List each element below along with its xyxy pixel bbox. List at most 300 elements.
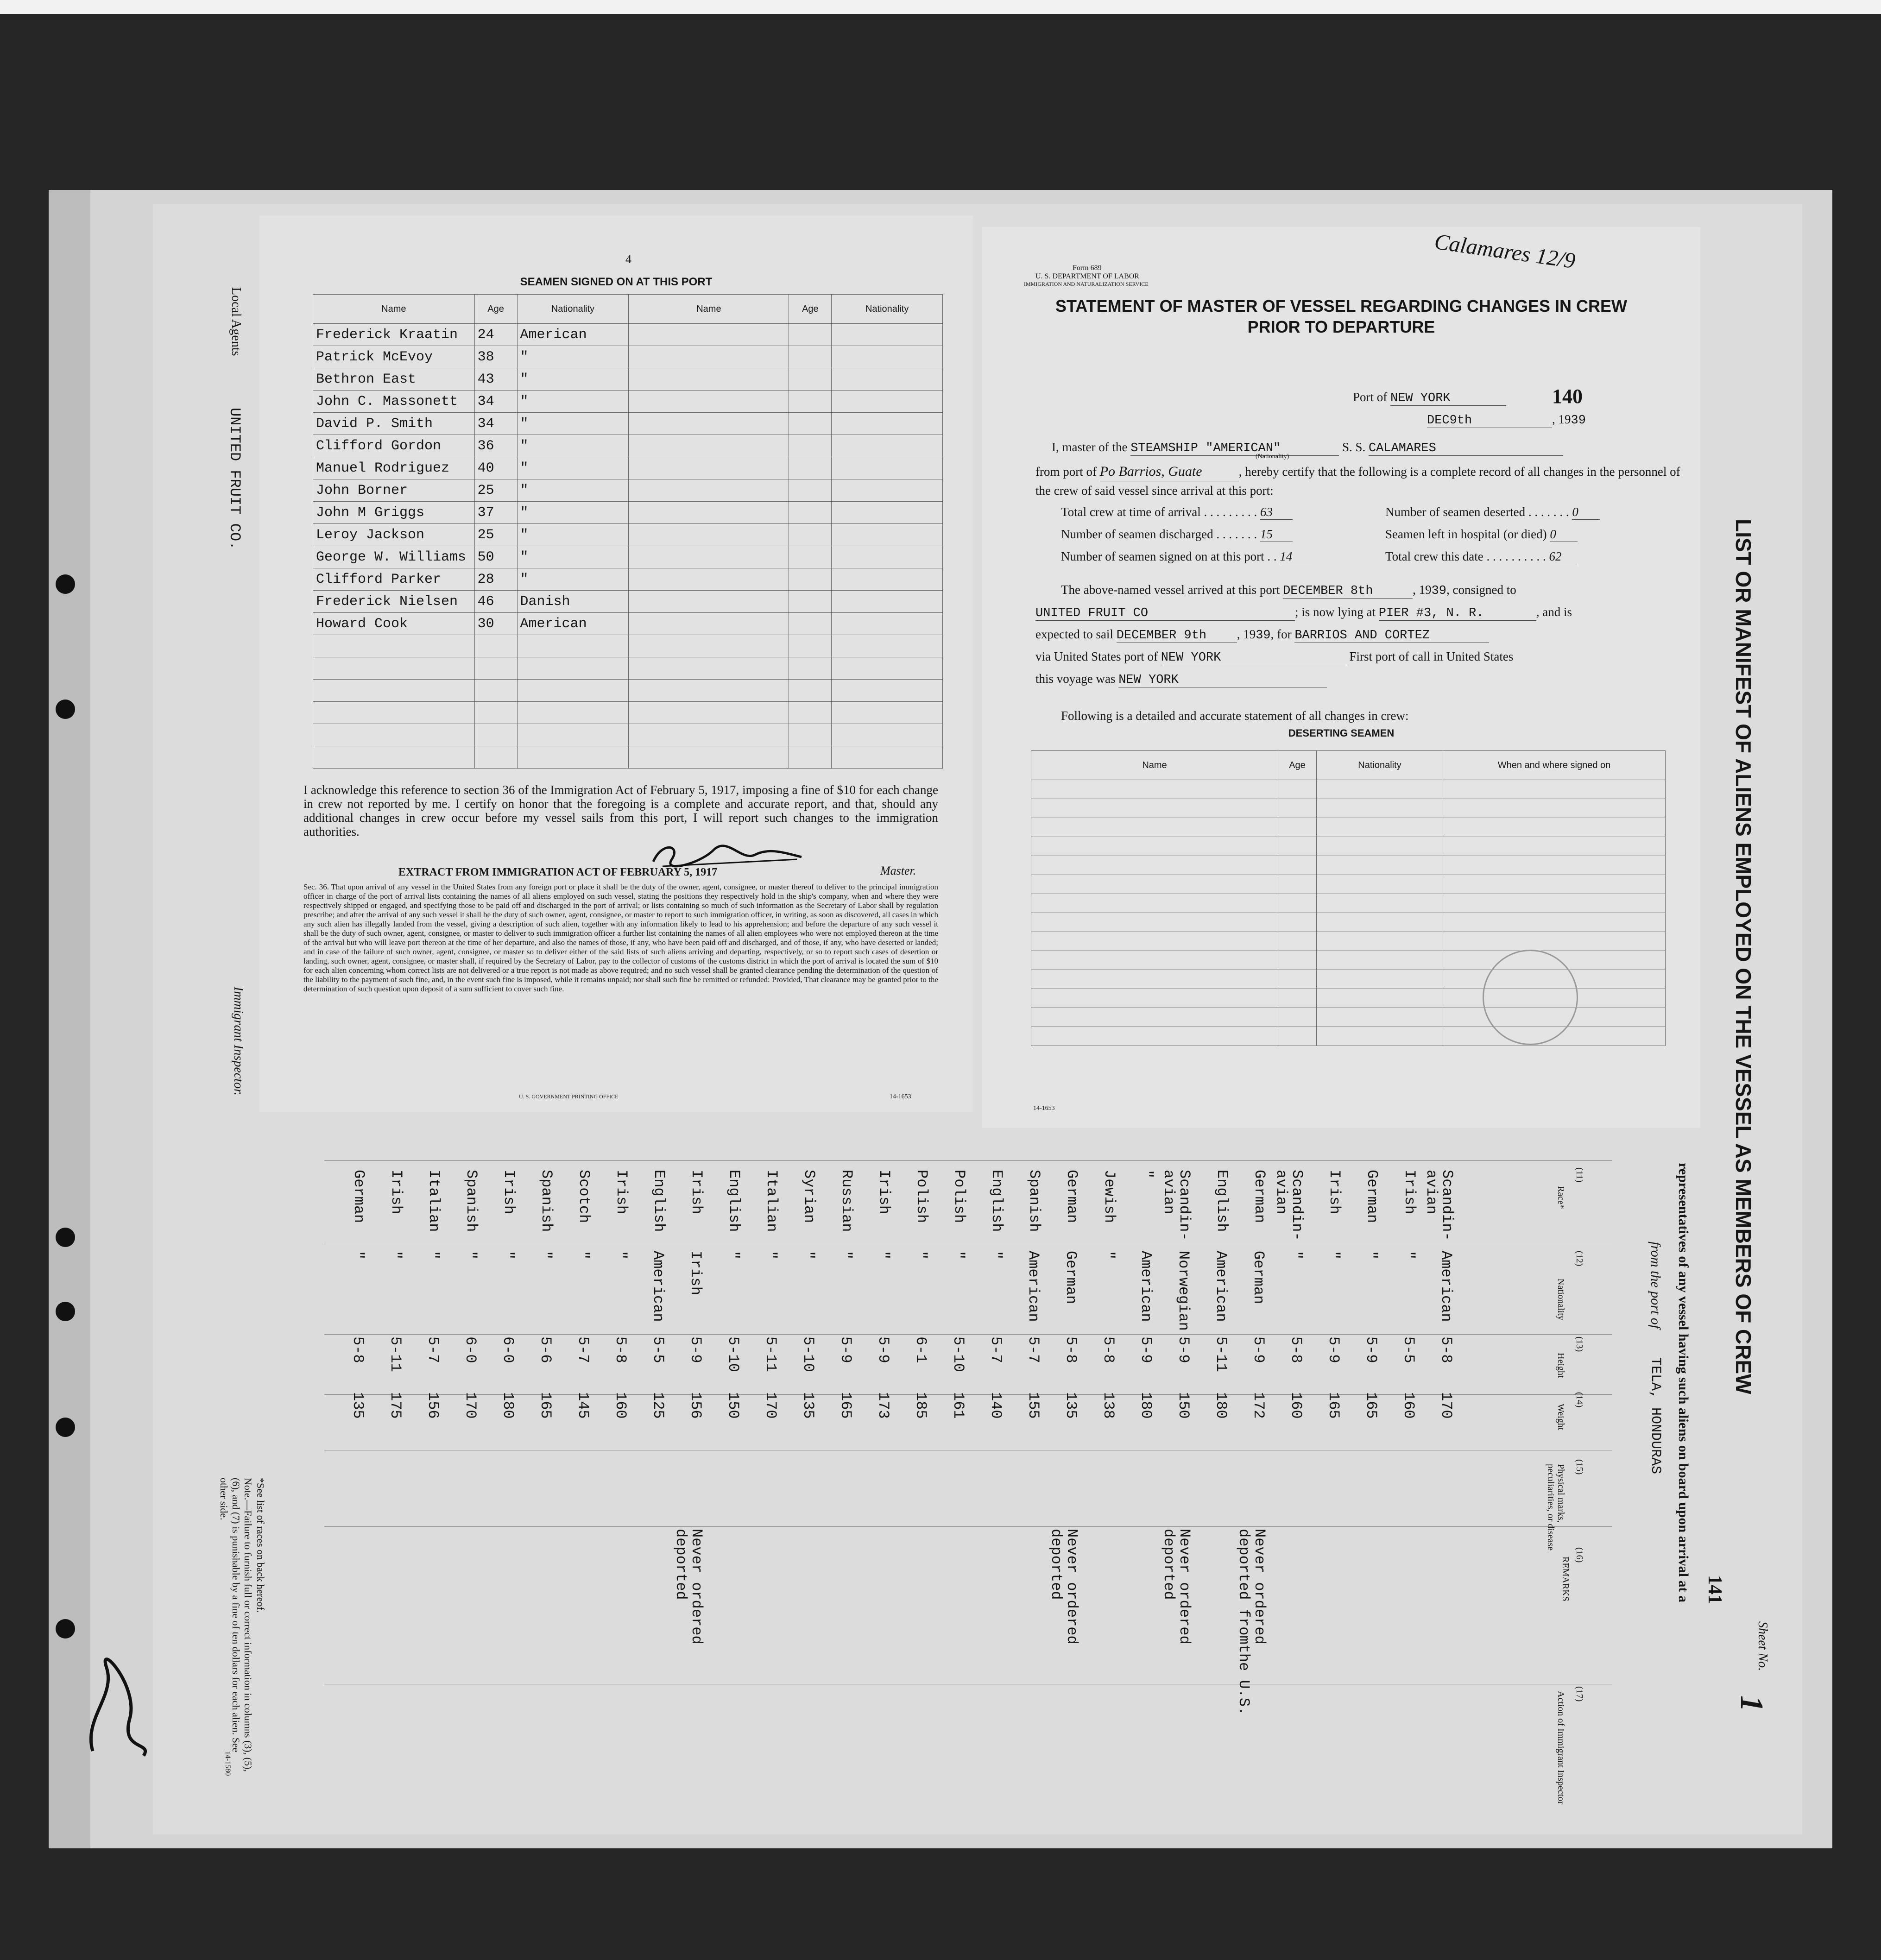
cell-name [313, 702, 475, 724]
master-label: Master. [880, 864, 916, 877]
table-row [1031, 932, 1666, 951]
manifest-cell-h: 5-10 [800, 1336, 817, 1372]
cell-nationality-2 [832, 680, 943, 702]
manifest-cell-w: 156 [687, 1392, 704, 1419]
cell-nationality-2 [832, 568, 943, 591]
arrived-line: The above-named vessel arrived at this port DECEMBER 8th , 1939, consigned to [1061, 583, 1516, 598]
nationality-caption: (Nationality) [1256, 453, 1289, 460]
manifest-cell-nat: " [499, 1251, 517, 1260]
footnote-races: *See list of races on back hereof. [255, 1478, 266, 1613]
total-crew-date-label: Total crew this date [1385, 549, 1483, 563]
manifest-cell-h: 5-9 [687, 1336, 704, 1363]
cell-nationality [517, 702, 629, 724]
cell-name-2 [629, 568, 789, 591]
cell-name [313, 746, 475, 769]
cell-name-2 [629, 591, 789, 613]
cell-nationality-2 [832, 524, 943, 546]
first-call-label: First port of call in United States [1349, 649, 1514, 663]
table-row [1031, 799, 1666, 818]
manifest-cell-race: Irish [388, 1170, 405, 1215]
service: IMMIGRATION AND NATURALIZATION SERVICE [1024, 281, 1149, 287]
table-row [313, 680, 943, 702]
cell-age: 50 [474, 546, 517, 568]
cell-name [1031, 894, 1278, 913]
cell-age [1278, 951, 1317, 970]
sheet-label: Sheet No. [1755, 1621, 1770, 1671]
hospital-line [1385, 527, 1578, 542]
cell-age [1278, 818, 1317, 837]
manifest-cell-w: 138 [1100, 1392, 1117, 1419]
cell-age-2 [789, 368, 832, 391]
manifest-cell-race: English [1213, 1170, 1231, 1232]
manifest-cell-h: 5-9 [1325, 1336, 1342, 1363]
signed-on-table [313, 294, 943, 769]
year-value: 39 [1571, 414, 1586, 428]
manifest-cell-race: Scandin-avian [1273, 1170, 1306, 1241]
cell-nationality-2 [832, 657, 943, 680]
cell-name [1031, 932, 1278, 951]
col-age: Age [1278, 751, 1317, 780]
manifest-cell-w: 172 [1250, 1392, 1267, 1419]
cell-nationality: " [517, 502, 629, 524]
signed-on-line: Number of seamen signed on at this port . . 14 [1061, 549, 1312, 564]
manifest-cell-h: 5-8 [1438, 1336, 1455, 1363]
manifest-cell-race: Spanish [538, 1170, 555, 1232]
cell-age [1278, 932, 1317, 951]
cell-nationality-2 [832, 391, 943, 413]
cell-nationality [517, 724, 629, 746]
manifest-cell-w: 170 [1438, 1392, 1455, 1419]
manifest-cell-race: Scandin-avian [1160, 1170, 1193, 1241]
manifest-cell-nat: Norwegian [1175, 1251, 1192, 1331]
cell-name: John M Griggs [313, 502, 475, 524]
cell-signed-on [1443, 875, 1666, 894]
arrived-year: 39 [1431, 584, 1446, 598]
discharged-value: 15 [1260, 527, 1293, 542]
manifest-cell-h: 5-7 [424, 1336, 442, 1363]
cell-nationality: " [517, 435, 629, 457]
grid-line [324, 1526, 1612, 1527]
cell-age-2 [789, 635, 832, 657]
cell-name-2 [629, 680, 789, 702]
expected-year-prefix: 19 [1243, 627, 1256, 641]
table-row [1031, 1027, 1666, 1046]
table-row [1031, 780, 1666, 799]
table-row [313, 435, 943, 457]
manifest-cell-h: 5-9 [1175, 1336, 1192, 1363]
cell-nationality-2 [832, 457, 943, 479]
cell-name: Clifford Parker [313, 568, 475, 591]
cell-nationality: " [517, 368, 629, 391]
left-binding [49, 190, 90, 1848]
cell-signed-on [1443, 818, 1666, 837]
manifest-cell-race: Irish [1326, 1170, 1343, 1215]
table-row [313, 368, 943, 391]
table-row [313, 413, 943, 435]
cell-age: 30 [474, 613, 517, 635]
cell-age-2 [789, 391, 832, 413]
cell-age-2 [789, 591, 832, 613]
manifest-cell-h: 5-9 [1363, 1336, 1380, 1363]
table-row [313, 457, 943, 479]
manifest-cell-race: English [988, 1170, 1005, 1232]
manifest-column-head: (12) [1574, 1251, 1584, 1267]
cell-nationality: " [517, 457, 629, 479]
crew-arrival-label: Total crew at time of arrival [1061, 505, 1201, 519]
cell-nationality: " [517, 479, 629, 502]
manifest-cell-race: " [1138, 1170, 1155, 1179]
binding-hole [56, 700, 75, 719]
cell-signed-on [1443, 913, 1666, 932]
manifest-cell-h: 6-0 [499, 1336, 517, 1363]
manifest-cell-h: 5-7 [1025, 1336, 1042, 1363]
cell-name: John C. Massonett [313, 391, 475, 413]
cell-name-2 [629, 346, 789, 368]
cell-age: 40 [474, 457, 517, 479]
signed-on-form [259, 215, 973, 1112]
cell-nationality [1317, 780, 1443, 799]
cell-age-2 [789, 680, 832, 702]
cell-name [1031, 970, 1278, 989]
table-row [313, 324, 943, 346]
table-row [1031, 837, 1666, 856]
manifest-cell-nat: " [950, 1251, 967, 1260]
consignee-line [1035, 605, 1572, 621]
acknowledgment-text: I acknowledge this reference to section 36 of the Immigration Act of February 5, 1917, imposing a fine of $10 for each change in crew not reported by me. I certify on honor that the foregoing is a complete and accurate report, and that, should any additional changes in crew occur before my vessel sails from this port, I will report such changes to the immigration authorities. [303, 783, 938, 838]
manifest-cell-race: Irish [688, 1170, 705, 1215]
cell-name [1031, 875, 1278, 894]
stamp-140: 140 [1552, 385, 1583, 408]
port-value: NEW YORK [1390, 391, 1506, 406]
manifest-subtitle: representatives of any vessel having such aliens on board upon arrival at a [1676, 1163, 1691, 1602]
cell-name: Clifford Gordon [313, 435, 475, 457]
master-of-line [1052, 440, 1563, 456]
manifest-cell-w: 180 [1137, 1392, 1155, 1419]
manifest-cell-race: Syrian [801, 1170, 818, 1223]
department: U. S. DEPARTMENT OF LABOR [1035, 272, 1139, 280]
discharged-line: Number of seamen discharged . . . . . . . 15 [1061, 527, 1293, 542]
sheet-value: 1 [1734, 1695, 1769, 1712]
cell-nationality: " [517, 524, 629, 546]
manifest-cell-race: Italian [763, 1170, 780, 1232]
binding-hole [56, 1228, 75, 1247]
manifest-cell-race: German [1363, 1170, 1381, 1223]
manifest-cell-nat: " [800, 1251, 817, 1260]
cell-age [474, 635, 517, 657]
manifest-cell-h: 5-8 [612, 1336, 629, 1363]
manifest-cell-nat: American [1025, 1251, 1042, 1322]
signed-on-label: Number of seamen signed on at this port [1061, 549, 1264, 563]
cell-nationality [1317, 913, 1443, 932]
manifest-cell-nat: American [1137, 1251, 1155, 1322]
table-row [313, 635, 943, 657]
cell-name-2 [629, 546, 789, 568]
manifest-cell-rem: Never ordered deported fromthe U.S. [1235, 1529, 1268, 1716]
extract-title: EXTRACT FROM IMMIGRATION ACT OF FEBRUARY 5, 1917 [398, 866, 718, 878]
manifest-cell-nat: " [1288, 1251, 1305, 1260]
manifest-cell-h: 5-9 [1137, 1336, 1155, 1363]
for-label: , for [1270, 627, 1292, 641]
table-row [1031, 894, 1666, 913]
deserting-header-row [1031, 751, 1666, 780]
grid-line [324, 1394, 1612, 1395]
cell-age [474, 680, 517, 702]
cell-age [1278, 875, 1317, 894]
cell-age: 24 [474, 324, 517, 346]
cell-signed-on [1443, 894, 1666, 913]
manifest-column-head: (13) [1574, 1336, 1584, 1352]
cell-nationality [1317, 951, 1443, 970]
statement-form-code: 14-1653 [1033, 1105, 1055, 1112]
cell-nationality-2 [832, 435, 943, 457]
expected-line: expected to sail DECEMBER 9th , 1939, for BARRIOS AND CORTEZ [1035, 627, 1489, 643]
cell-age-2 [789, 324, 832, 346]
consignee-value: UNITED FRUIT CO [1035, 606, 1295, 621]
deserted-label: Number of seamen deserted [1385, 505, 1526, 519]
cell-nationality [1317, 894, 1443, 913]
manifest-cell-h: 5-9 [837, 1336, 854, 1363]
manifest-cell-race: Irish [1401, 1170, 1418, 1215]
voyage-line [1035, 672, 1327, 687]
ss-label: S. S. [1342, 440, 1366, 454]
manifest-cell-nat: " [537, 1251, 554, 1260]
cell-name-2 [629, 524, 789, 546]
cell-age [1278, 837, 1317, 856]
manifest-cell-w: 150 [1175, 1392, 1192, 1419]
cell-name-2 [629, 746, 789, 769]
manifest-cell-w: 150 [725, 1392, 742, 1419]
extract-text: Sec. 36. That upon arrival of any vessel in the United States from any foreign port or place it shall be the duty of the owner, agent, consignee, or master thereof to deliver to the principal immigration officer in charge of the port of arrival lists containing the names of all aliens employed on such vessel, stating the positions they respectively hold in the ship's company, when and where they were respectively shipped or engaged, and specifying those to be paid off and discharged in the port of arrival; or lists containing so much of such information as the Secretary of Labor shall by regulation prescribe; and after the arrival of any such vessel it shall be the duty of such owner, agent, consignee, or master to report to such immigration officer, in writing, as soon as discovered, all cases in which any such alien has illegally landed from the vessel, giving a description of such alien, together with any information likely to lead to his apprehension; and before the departure of any such vessel it shall be the duty of such owner, agent, consignee, or master to deliver to such immigration officer a further list containing the names of all alien employees who were not employed thereon at the time of the arrival but who will leave port thereon at the time of her departure, and also the names of those, if any, who have been paid off and discharged, and of those, if any, who have deserted or landed; and in case of the failure of such owner, agent, consignee, or master so to deliver either of the said lists of such aliens arriving and departing, respectively, or so to report such cases of desertion or landing, such owner, agent, consignee, or master shall, if required by the Secretary of Labor, pay to the collector of customs of the customs district in which the port of arrival is located the sum of $10 for each alien concerning whom correct lists are not delivered or a true report is not made as above required; and no such vessel shall be granted clearance pending the determination of the question of the liability to the payment of such fine, and, in the event such fine is imposed, while it remains unpaid; nor shall such fine be remitted or refunded: Provided, That clearance may be granted prior to the determination of such question upon deposit of a sum sufficient to cover such fine. [303, 882, 938, 993]
manifest-column-head: (16) [1574, 1547, 1584, 1563]
manifest-cell-nat: American [650, 1251, 667, 1322]
cell-signed-on [1443, 856, 1666, 875]
inspector-label: Immigrant Inspector. [231, 987, 246, 1096]
manifest-cell-h: 5-8 [1062, 1336, 1079, 1363]
manifest-cell-w: 170 [462, 1392, 479, 1419]
manifest-cell-race: English [726, 1170, 743, 1232]
cell-name [1031, 913, 1278, 932]
cell-nationality: " [517, 568, 629, 591]
cell-name [1031, 1008, 1278, 1027]
cell-nationality-2 [832, 746, 943, 769]
cell-age-2 [789, 435, 832, 457]
col-signed-on: When and where signed on [1443, 751, 1666, 780]
cell-nationality: " [517, 346, 629, 368]
binding-hole [56, 1418, 75, 1437]
crew-arrival-line: Total crew at time of arrival . . . . . . . . . 63 [1061, 505, 1293, 520]
cell-nationality-2 [832, 413, 943, 435]
master-of-label: I, master of the [1052, 440, 1128, 454]
col-name: Name [313, 295, 475, 324]
manifest-cell-h: 6-1 [912, 1336, 929, 1363]
statement-form [982, 227, 1700, 1128]
cell-age [1278, 989, 1317, 1008]
cell-nationality: " [517, 391, 629, 413]
cell-name-2 [629, 368, 789, 391]
manifest-cell-nat: " [574, 1251, 592, 1260]
date-line: DEC9th , 1939 [1427, 412, 1586, 428]
table-row [313, 524, 943, 546]
cell-nationality [1317, 932, 1443, 951]
port-line [1353, 390, 1506, 406]
date-value: DEC9th [1427, 414, 1552, 428]
cell-age: 25 [474, 524, 517, 546]
manifest-cell-nat: " [1100, 1251, 1117, 1260]
cell-name [1031, 989, 1278, 1008]
cell-signed-on [1443, 799, 1666, 818]
cell-age-2 [789, 413, 832, 435]
and-is-label: , and is [1536, 605, 1572, 619]
cell-nationality-2 [832, 368, 943, 391]
table-row [313, 391, 943, 413]
cell-nationality [1317, 1008, 1443, 1027]
cell-age [1278, 780, 1317, 799]
cell-name [313, 657, 475, 680]
manifest-cell-w: 160 [1288, 1392, 1305, 1419]
cell-name-2 [629, 479, 789, 502]
manifest-cell-w: 185 [912, 1392, 929, 1419]
manifest-cell-w: 135 [800, 1392, 817, 1419]
cell-age [1278, 856, 1317, 875]
cell-name [1031, 1027, 1278, 1046]
cell-name [1031, 818, 1278, 837]
crew-arrival-value: 63 [1260, 505, 1293, 520]
manifest-cell-w: 145 [574, 1392, 592, 1419]
cell-age: 37 [474, 502, 517, 524]
manifest-cell-rem: Never ordered deported [672, 1529, 705, 1645]
manifest-cell-nat: " [987, 1251, 1004, 1260]
col-nationality: Nationality [517, 295, 629, 324]
statement-subtitle: PRIOR TO DEPARTURE [1247, 317, 1435, 336]
manifest-column-head: Physical marks, peculiarities, or disease [1546, 1464, 1566, 1551]
table-row [1031, 951, 1666, 970]
cell-name-2 [629, 324, 789, 346]
manifest-cell-h: 5-6 [537, 1336, 554, 1363]
cell-nationality-2 [832, 324, 943, 346]
cell-age-2 [789, 657, 832, 680]
arrived-label: The above-named vessel arrived at this port [1061, 583, 1280, 597]
cell-name [313, 635, 475, 657]
deserting-title: DESERTING SEAMEN [1288, 727, 1395, 739]
manifest-column-head: (17) [1574, 1686, 1584, 1702]
cell-signed-on [1443, 780, 1666, 799]
total-crew-date-line: Total crew this date . . . . . . . . . . 62 [1385, 549, 1577, 564]
manifest-cell-race: Polish [951, 1170, 968, 1223]
cell-nationality-2 [832, 724, 943, 746]
expected-year: 39 [1256, 629, 1271, 643]
manifest-cell-race: Irish [876, 1170, 893, 1215]
cell-age: 34 [474, 413, 517, 435]
cell-age [1278, 1008, 1317, 1027]
ss-value: CALAMARES [1369, 441, 1563, 456]
discharged-label: Number of seamen discharged [1061, 527, 1213, 541]
table-row [313, 502, 943, 524]
table-row [313, 546, 943, 568]
lying-value: PIER #3, N. R. [1379, 606, 1536, 621]
cell-name: John Borner [313, 479, 475, 502]
manifest-cell-w: 135 [349, 1392, 366, 1419]
manifest-cell-h: 5-7 [987, 1336, 1004, 1363]
voyage-label: this voyage was [1035, 672, 1116, 686]
cell-age-2 [789, 502, 832, 524]
manifest-cell-race: Polish [913, 1170, 930, 1223]
cell-name: Leroy Jackson [313, 524, 475, 546]
manifest-cell-race: Scotch [575, 1170, 593, 1223]
cell-age-2 [789, 613, 832, 635]
manifest-cell-w: 135 [1062, 1392, 1079, 1419]
manifest-cell-nat: " [875, 1251, 892, 1260]
via-line [1035, 649, 1513, 665]
manifest-cell-race: English [650, 1170, 668, 1232]
cell-nationality [1317, 856, 1443, 875]
following-text: Following is a detailed and accurate statement of all changes in crew: [1061, 709, 1409, 723]
manifest-cell-w: 161 [950, 1392, 967, 1419]
manifest-cell-w: 165 [1325, 1392, 1342, 1419]
manifest-cell-race: Scandin-avian [1423, 1170, 1456, 1241]
certify-text: , hereby certify that the following is a complete record of all changes in the personnel of the crew of said vessel since arrival at this port: [1035, 465, 1680, 498]
cell-name-2 [629, 724, 789, 746]
cell-age: 38 [474, 346, 517, 368]
manifest-cell-race: Irish [613, 1170, 630, 1215]
cell-name [1031, 780, 1278, 799]
manifest-cell-nat: " [612, 1251, 629, 1260]
manifest-cell-race: German [350, 1170, 367, 1223]
cell-nationality-2 [832, 613, 943, 635]
cell-nationality-2 [832, 502, 943, 524]
form-number: Form 689 [1073, 264, 1102, 272]
lying-label: ; is now lying at [1295, 605, 1376, 619]
manifest-cell-nat: Irish [687, 1251, 704, 1296]
manifest-column-head: Height [1556, 1353, 1566, 1378]
manifest-cell-nat: " [762, 1251, 779, 1260]
manifest-cell-w: 175 [387, 1392, 404, 1419]
cell-name-2 [629, 391, 789, 413]
signed-on-header-row [313, 295, 943, 324]
grid-line [324, 1160, 1612, 1161]
cell-age [1278, 799, 1317, 818]
manifest-title: LIST OR MANIFEST OF ALIENS EMPLOYED ON THE VESSEL AS MEMBERS OF CREW [1731, 519, 1755, 1394]
cell-age-2 [789, 702, 832, 724]
manifest-cell-h: 5-5 [1400, 1336, 1417, 1363]
port-label: Port of [1353, 390, 1388, 404]
manifest-cell-nat: " [349, 1251, 366, 1260]
from-port-value: Po Barrios, Guate [1100, 462, 1239, 481]
consigned-label: , consigned to [1446, 583, 1516, 597]
manifest-cell-h: 5-7 [574, 1336, 592, 1363]
cell-nationality [1317, 799, 1443, 818]
table-row [1031, 818, 1666, 837]
manifest-form-code: 14-1580 [224, 1751, 232, 1776]
manifest-cell-w: 140 [987, 1392, 1004, 1419]
cell-age [474, 724, 517, 746]
manifest-cell-nat: " [1400, 1251, 1417, 1260]
manifest-cell-h: 5-8 [1100, 1336, 1117, 1363]
cell-age-2 [789, 546, 832, 568]
master-of-value: STEAMSHIP "AMERICAN" [1130, 441, 1339, 456]
cell-name: Frederick Kraatin [313, 324, 475, 346]
cell-nationality-2 [832, 346, 943, 368]
manifest-cell-nat: American [1438, 1251, 1455, 1322]
hospital-value: 0 [1550, 527, 1578, 542]
col-age-2: Age [789, 295, 832, 324]
col-nationality: Nationality [1317, 751, 1443, 780]
cell-name [1031, 837, 1278, 856]
cell-nationality: American [517, 324, 629, 346]
cell-nationality [1317, 875, 1443, 894]
cell-name: Bethron East [313, 368, 475, 391]
cell-nationality: " [517, 413, 629, 435]
manifest-cell-w: 173 [875, 1392, 892, 1419]
